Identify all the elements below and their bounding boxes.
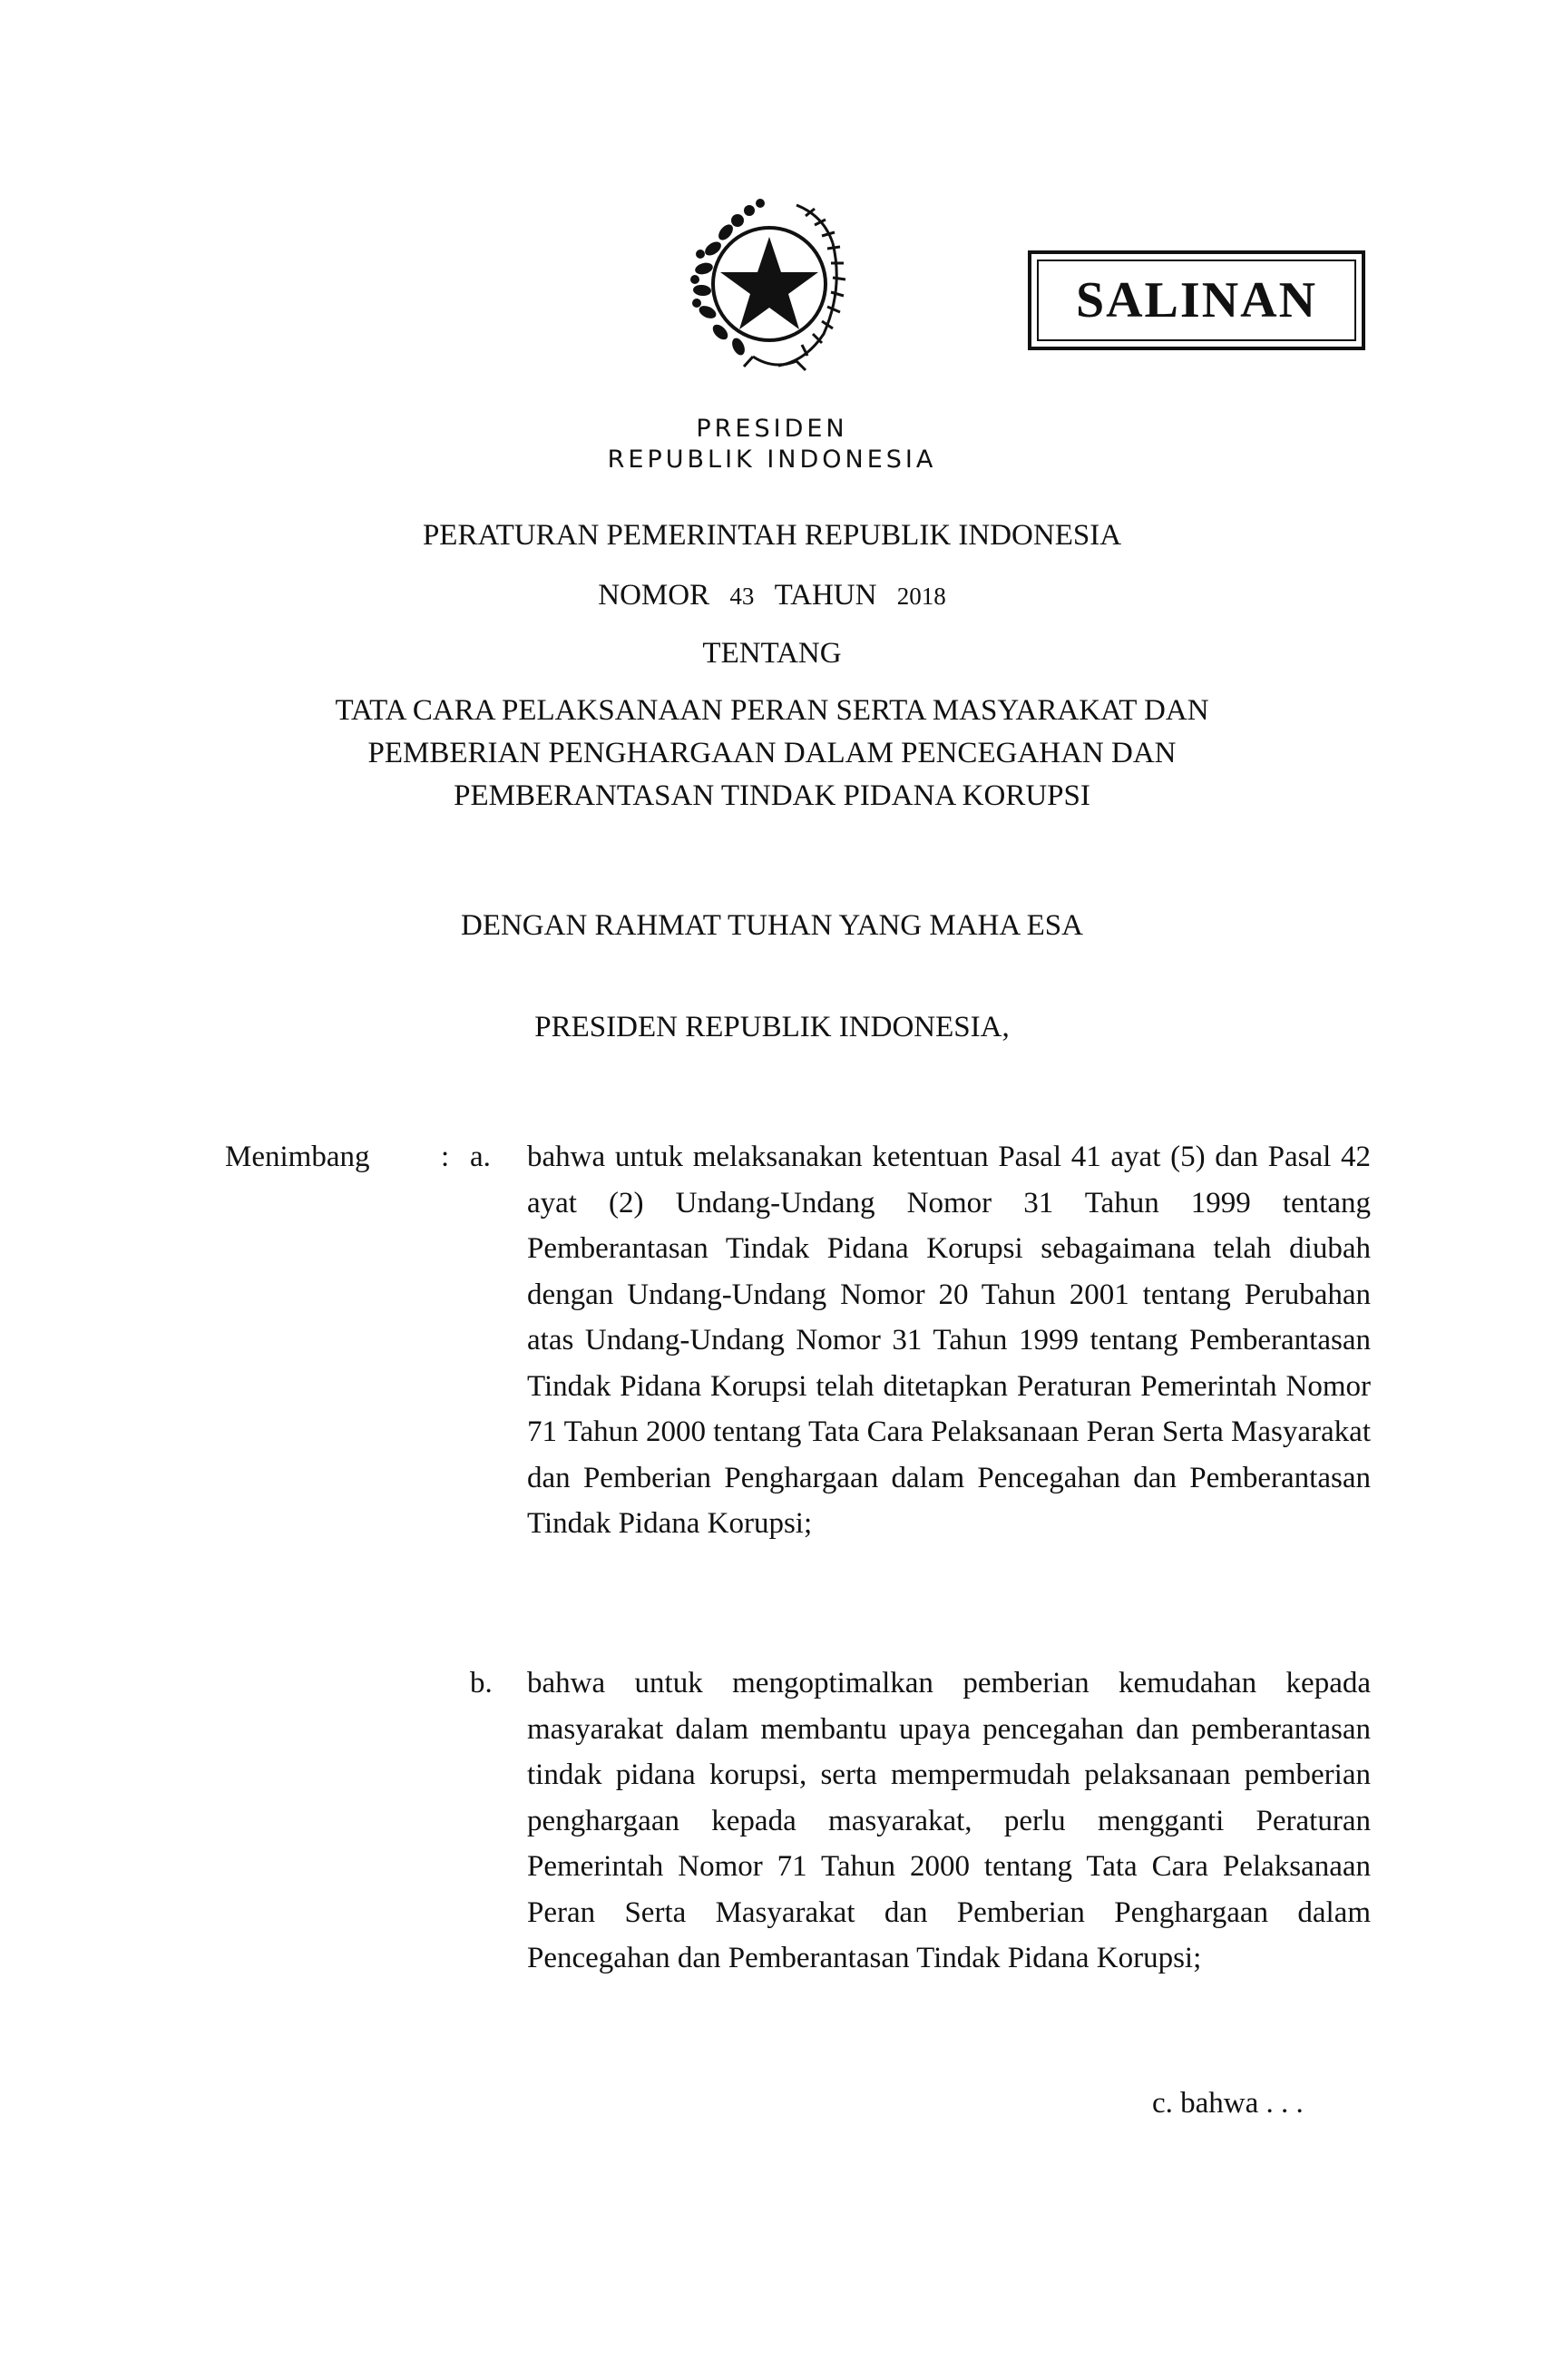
regulation-number-line <box>0 577 1544 614</box>
subject-line-3: PEMBERANTASAN TINDAK PIDANA KORUPSI <box>454 779 1090 812</box>
item-a-letter: a. <box>470 1141 491 1173</box>
item-b-text: bahwa untuk mengoptimalkan pemberian kemudahan kepada masyarakat dalam membantu upaya pencegahan dan pemberantasan tindak pidana korupsi, serta mempermudah pelaksanaan pemberian penghargaan kepada masyarakat, perlu mengganti Peraturan Pemerintah Nomor 71 Tahun 2000 tentang Tata Cara Pelaksanaan Peran Serta Masyarakat dan Pemberian Penghargaan dalam Pencegahan dan Pemberantasan Tindak Pidana Korupsi; <box>527 1667 1371 1974</box>
regulation-title: PERATURAN PEMERINTAH REPUBLIK INDONESIA <box>422 519 1122 552</box>
subject-line-1: TATA CARA PELAKSANAAN PERAN SERTA MASYARAKAT DAN <box>335 694 1209 727</box>
nomor-value: 43 <box>729 583 755 610</box>
salinan-stamp-label: SALINAN <box>1037 260 1356 341</box>
item-b-letter: b. <box>470 1667 493 1699</box>
invocation: DENGAN RAHMAT TUHAN YANG MAHA ESA <box>460 909 1083 942</box>
letterhead-republik-indonesia: REPUBLIK INDONESIA <box>607 446 937 474</box>
menimbang-label: Menimbang <box>225 1141 370 1173</box>
salinan-stamp <box>1028 250 1365 350</box>
presidential-emblem-icon <box>669 189 878 375</box>
letterhead-presiden: PRESIDEN <box>696 415 848 443</box>
president-line: PRESIDEN REPUBLIK INDONESIA, <box>534 1011 1010 1043</box>
subject-line-2: PEMBERIAN PENGHARGAAN DALAM PENCEGAHAN DAN <box>367 737 1177 769</box>
tahun-label: TAHUN <box>774 579 877 612</box>
menimbang-colon: : <box>441 1141 450 1173</box>
tahun-value: 2018 <box>896 583 946 610</box>
item-a-text: bahwa untuk melaksanakan ketentuan Pasal 41 ayat (5) dan Pasal 42 ayat (2) Undang-Undang Nomor 31 Tahun 1999 tentang Pemberantasan Tindak Pidana Korupsi sebagaimana telah diubah dengan Undang-Undang Nomor 20 Tahun 2001 tentang Perubahan atas Undang-Undang Nomor 31 Tahun 1999 tentang Pemberantasan Tindak Pidana Korupsi telah ditetapkan Peraturan Pemerintah Nomor 71 Tahun 2000 tentang Tata Cara Pelaksanaan Peran Serta Masyarakat dan Pemberian Penghargaan dalam Pencegahan dan Pemberantasan Tindak Pidana Korupsi; <box>527 1141 1371 1540</box>
nomor-label: NOMOR <box>598 579 710 612</box>
tentang-heading: TENTANG <box>702 637 842 670</box>
page-continuation: c. bahwa . . . <box>1152 2087 1304 2120</box>
